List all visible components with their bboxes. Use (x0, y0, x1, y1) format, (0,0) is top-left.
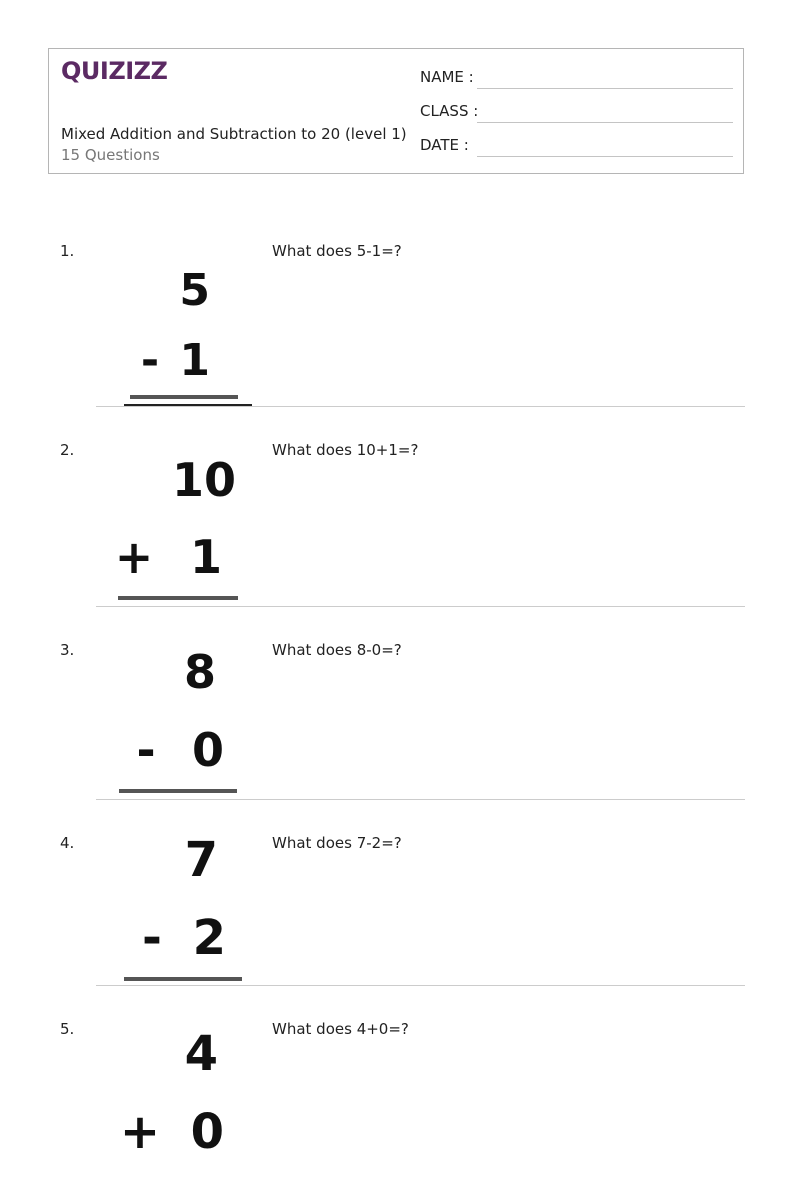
quizizz-logo: QUIZIZZ (61, 57, 168, 85)
question-divider (96, 606, 745, 607)
class-label: CLASS : (420, 102, 479, 120)
bottom-number: 1 (189, 530, 222, 584)
question-number: 2. (60, 441, 75, 459)
name-line (477, 88, 733, 89)
top-number: 4 (184, 1026, 218, 1082)
top-number: 8 (183, 645, 216, 699)
operator: + (119, 1104, 161, 1160)
operator: - (142, 910, 162, 966)
vertical-problem-graphic (104, 640, 264, 800)
question-image (104, 640, 264, 800)
top-number: 5 (179, 265, 210, 316)
operator: - (136, 723, 156, 777)
top-number: 7 (184, 832, 218, 888)
answer-line (130, 395, 238, 399)
name-field (420, 68, 474, 86)
vertical-problem-graphic (104, 255, 264, 407)
vertical-problem-graphic (104, 443, 264, 605)
question-number: 3. (60, 641, 75, 659)
question-text: What does 10+1=? (272, 441, 419, 459)
bottom-number: 1 (179, 335, 210, 386)
question-divider (96, 406, 745, 407)
vertical-problem-graphic (104, 1018, 264, 1178)
question-text: What does 7-2=? (272, 834, 402, 852)
question-text: What does 4+0=? (272, 1020, 409, 1038)
question-image (104, 443, 264, 605)
question-number: 4. (60, 834, 75, 852)
answer-line (124, 977, 242, 981)
bottom-number: 0 (191, 723, 224, 777)
date-field (420, 136, 469, 154)
question-number: 5. (60, 1020, 75, 1038)
question-text: What does 8-0=? (272, 641, 402, 659)
question-number: 1. (60, 242, 75, 260)
bottom-number: 2 (192, 910, 226, 966)
question-text: What does 5-1=? (272, 242, 402, 260)
vertical-problem-graphic (104, 830, 264, 986)
operator: + (114, 530, 154, 584)
question-image (104, 1018, 264, 1160)
question-count: 15 Questions (61, 146, 160, 164)
class-line (477, 122, 733, 123)
worksheet-header (48, 48, 744, 174)
answer-line (119, 789, 237, 793)
question-divider (96, 799, 745, 800)
bottom-number: 0 (190, 1104, 224, 1160)
top-number: 10 (171, 453, 236, 507)
class-field (420, 102, 478, 120)
answer-line (118, 596, 238, 600)
worksheet-title: Mixed Addition and Subtraction to 20 (level 1) (61, 125, 407, 143)
name-label: NAME : (420, 68, 474, 86)
date-label: DATE : (420, 136, 469, 154)
question-divider (96, 985, 745, 986)
date-line (477, 156, 733, 157)
question-image (104, 830, 264, 986)
operator: - (140, 335, 160, 386)
question-image (104, 255, 264, 407)
